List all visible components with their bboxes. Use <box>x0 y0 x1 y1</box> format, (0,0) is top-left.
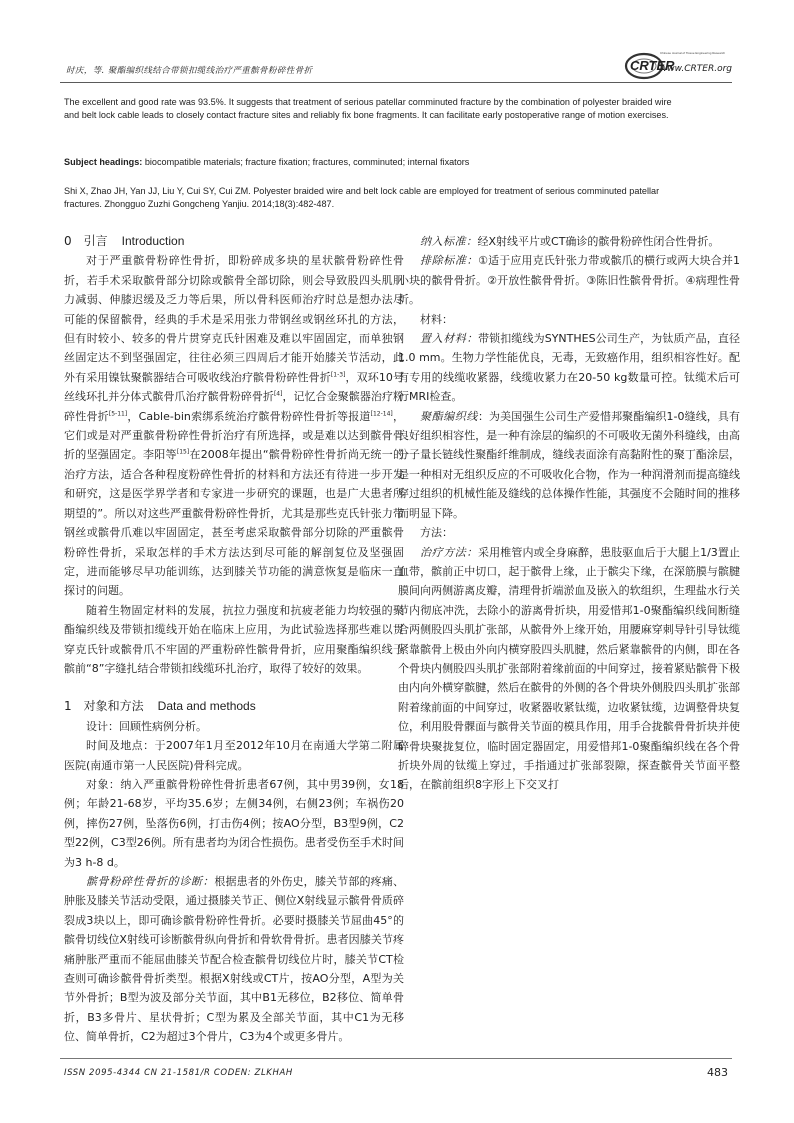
subject-headings-label: Subject headings: <box>64 157 143 167</box>
intro-text: ，记忆合金聚髌器治疗粉碎性骨折 <box>64 390 405 423</box>
section-number: 0 <box>64 234 72 248</box>
subject-headings-text: biocompatible materials; fracture fixation; fractures, comminuted; internal fixators <box>142 157 470 167</box>
exclusion-text: ①适于应用克氏针张力带或髌爪的横行或两大块合并1小块的髌骨骨折。②开放性髌骨骨折。③陈旧性髌骨骨折。④病理性骨折。 <box>398 254 741 307</box>
braid-paragraph <box>398 407 740 523</box>
site-url[interactable]: www.CRTER.org <box>659 64 732 74</box>
materials-heading: 材料： <box>420 312 453 326</box>
section-heading-introduction <box>64 232 404 251</box>
subject-headings <box>64 156 674 169</box>
intro-text: 对于严重髌骨粉碎性骨折，即粉碎成多块的星状髌骨粉碎性骨折，若手术采取髌骨部分切除或髌骨全部切除，则会导致股四头肌肌力减弱、伸膝迟缓及乏力等后果，所以骨科医师治疗时总是想办法尽可能的保留髌骨，经典的手术是采用张力带钢丝或钢丝环扎的方法，但有时较小、较多的骨片贯穿克氏针困难及难以牢固固定，而单独钢丝固定达不到坚强固定，往往必须三四周后才能开始膝关节活动，此外有采用镍钛聚髌器结合可吸收线治疗髌骨粉碎性骨折 <box>64 254 404 384</box>
reference-link[interactable]: [5-11] <box>108 410 128 417</box>
reference-link[interactable]: [4] <box>273 390 283 398</box>
intro-text: ，双环10号丝线环扎并分体式髌骨爪治疗髌骨粉碎骨折 <box>64 370 405 404</box>
intro-text: ，Cable-bin索绑系统治疗髌骨粉碎性骨折等报道 <box>127 409 371 423</box>
left-column <box>64 232 404 1047</box>
diagnosis-text: 根据患者的外伤史，膝关节部的疼痛、肿胀及膝关节活动受限，通过摄膝关节正、侧位X射线显示髌骨骨质碎裂成3块以上，即可确诊髌骨粉碎性骨折。必要时摄膝关节屈曲45°的髌骨切线位X射线可诊断髌骨纵向骨折和骨软骨骨折。患者因膝关节疼痛肿胀严重而不能屈曲膝关节配合检查髌骨切线位片时，膝关节CT检查则可确诊髌骨骨折类型。根据X射线或CT片，按AO分型，A型为关节外骨折；B型为波及部分关节面，其中B1无移位，B2移位、简单骨折，B3多骨片、星状骨折；C型为累及全部关节面，其中C1为无移位、简单骨折，C2为超过3个骨片，C3为4个或更多骨片。 <box>64 875 405 1044</box>
footer-issn: ISSN 2095-4344 CN 21-1581/R CODEN: ZLKHAH <box>64 1068 293 1078</box>
reference-link[interactable]: [15] <box>176 448 190 456</box>
implant-label: 置入材料： <box>420 332 479 346</box>
braid-text: ：为美国强生公司生产爱惜邦聚酯编织1-0缝线，具有良好组织相容性，是一种有涂层的编织的不可吸收无菌外科缝线，由高分子量长链线性聚酯纤维制成，缝线表面涂有高黏附性的聚丁酯涂层，是一种相对无组织反应的不可吸收化合物，作为一种润滑剂而提高缝线穿过组织的机械性能及缝线的总体操作性能，其强度不会随时间的推移而明显下降。 <box>398 409 740 520</box>
abstract-tail: The excellent and good rate was 93.5%. It suggests that treatment of serious patellar comminuted fracture by the combination of polyester braided wire and belt lock cable leads to closely contact fracture sites and reliably fix bone fragments. It can facilitate early postoperative range of motion exercises. <box>64 97 672 120</box>
footer-rule <box>60 1058 732 1059</box>
implant-paragraph <box>398 329 740 407</box>
treatment-paragraph <box>398 543 740 795</box>
header-rule <box>60 82 732 83</box>
page-header <box>60 40 732 80</box>
inclusion-paragraph <box>398 232 740 251</box>
logo-small-text: Chinese Journal of Tissue Engineering Research <box>660 51 726 55</box>
citation: Shi X, Zhao JH, Yan JJ, Liu Y, Cui SY, Cui ZM. Polyester braided wire and belt lock cable are employed for treatment of serious comminuted patellar fractures. Zhongguo Zuzhi Gongcheng Yanjiu. 2014;18(3):482-487. <box>64 186 660 209</box>
diagnosis-paragraph <box>64 872 404 1047</box>
right-column <box>398 232 740 795</box>
section-title-en: Introduction <box>121 234 185 248</box>
intro-text: 在2008年提出“髌骨粉碎性骨折尚无统一的治疗方法，适合各种程度粉碎性骨折的材料和方法还有待进一步开发和研究，这是医学界学者和专家进一步研究的课题，也是广大患者所期望的”。所以对这些严重髌骨粉碎性骨折，尤其是那些克氏针张力带钢丝或髌骨爪难以牢固固定，甚至考虑采取髌骨部分切除的严重髌骨粉碎性骨折，采取怎样的手术方法达到尽可能的解剖复位及坚强固定，进而能够尽早功能训练，达到膝关节功能的满意恢复是临床一直探讨的问题。 <box>64 448 405 598</box>
method-heading: 方法： <box>420 526 453 540</box>
exclusion-label: 排除标准： <box>420 254 479 268</box>
section-title-cn: 对象和方法 <box>83 699 144 714</box>
section-heading-methods <box>64 697 404 716</box>
design-paragraph: 设计：回顾性病例分析。 <box>86 719 207 733</box>
inclusion-text: 经X射线平片或CT确诊的髌骨粉碎性闭合性骨折。 <box>477 235 720 248</box>
reference-link[interactable]: [12-14] <box>370 410 393 417</box>
reference-link[interactable]: [1-3] <box>330 371 346 379</box>
section-number: 1 <box>64 699 72 714</box>
treatment-label: 治疗方法： <box>420 545 479 559</box>
braid-label: 聚酯编织线 <box>420 409 478 423</box>
intro-paragraph-1 <box>64 251 404 600</box>
intro-text: ，它们或是对严重髌骨粉碎性骨折治疗有所选择，或是难以达到髌骨骨折的坚强固定。李阳等 <box>64 409 404 462</box>
inclusion-label: 纳入标准： <box>420 235 478 248</box>
exclusion-paragraph <box>398 251 740 309</box>
page-number: 483 <box>707 1066 728 1079</box>
logo-text: CRTER <box>630 58 675 73</box>
intro-paragraph-2: 随着生物固定材料的发展，抗拉力强度和抗疲老能力均较强的聚酯编织线及带锁扣缆线开始在临床上应用，为此试验选择那些难以贯穿克氏针或髌骨爪不牢固的严重粉碎性髌骨骨折，应用聚酯编织线于髌前“8”字缝扎结合带锁扣线缆环扎治疗，取得了较好的效果。 <box>64 603 404 675</box>
treatment-text: 采用椎管内或全身麻醉，患肢驱血后于大腿上1/3置止血带，髌前正中切口，起于髌骨上缘，止于髌尖下缘，在深筋膜与髌腱膜间向两侧游离皮瓣，清理骨折端淤血及嵌入的软组织，生理盐水行关节内彻底冲洗，去除小的游离骨折块，用爱惜邦1-0聚酯编织线间断缝合两侧股四头肌扩张部，从髌骨外上缘开始，用腰麻穿刺导针引导钛缆紧靠髌骨上极由外向内横穿股四头肌腱，然后紧靠髌骨的内侧，即在各个骨块内侧股四头肌扩张部附着缘前面的中间穿过，接着紧贴髌骨下极由内向外横穿髌腱，然后在髌骨的外侧的各个骨块外侧股四头肌扩张部附着缘前面的中间穿过，收紧器收紧钛缆，边收紧钛缆，边调整骨块复位，利用股骨髁面与髌骨关节面的模具作用，用手合拢髌骨骨折块并使碎骨块聚拢复位，临时固定器固定，用爱惜邦1-0聚酯编织线在各个骨折块外周的钛缆上穿过，手指通过扩张部裂隙，探查髌骨关节面平整后，在髌前组织8字形上下交叉打 <box>398 545 741 792</box>
time-place-paragraph: 时间及地点：于2007年1月至2012年10月在南通大学第二附属医院(南通市第一人民医院)骨科完成。 <box>64 739 404 772</box>
section-title-cn: 引言 <box>83 234 108 248</box>
section-title-en: Data and methods <box>157 699 256 714</box>
implant-text: 带锁扣缆线为SYNTHES公司生产，为钛质产品，直径1.0 mm。生物力学性能优良，无毒，无致癌作用，组织相容性好。配有专用的线缆收紧器，线缆收紧力在20-50 kg数量可控。钛缆术后可行MRI检查。 <box>398 332 741 404</box>
running-title: 时庆，等. 聚酯编织线结合带锁扣缆线治疗严重髌骨粉碎性骨折 <box>66 66 313 76</box>
diagnosis-label: 髌骨粉碎性骨折的诊断： <box>86 875 215 888</box>
subjects-paragraph: 对象：纳入严重髌骨粉碎性骨折患者67例，其中男39例，女18例；年龄21-68岁，平均35.6岁；左侧34例，右侧23例；车祸伤20例，摔伤27例，坠落伤6例，打击伤4例；按AO分型，B3型9例，C2型22例，C3型26例。所有患者均为闭合性损伤。患者受伤至手术时间为3 h-8 d。 <box>64 777 404 869</box>
